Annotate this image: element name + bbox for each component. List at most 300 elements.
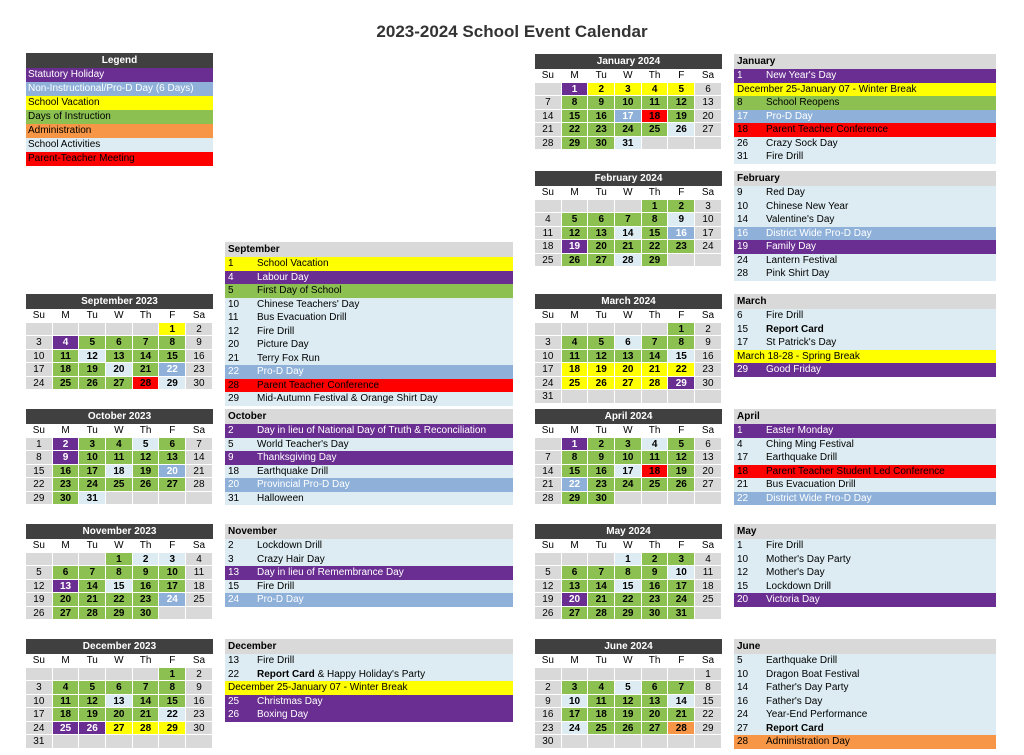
calendar-day <box>588 323 615 337</box>
calendar-day <box>186 735 213 749</box>
event-row <box>734 309 996 323</box>
weekday-header: Sa <box>695 539 722 553</box>
calendar-day: 29 <box>106 607 133 621</box>
calendar-day: 3 <box>159 553 186 567</box>
weekday-header: Tu <box>588 186 615 200</box>
calendar-day: 15 <box>106 580 133 594</box>
calendar-day: 12 <box>79 350 106 364</box>
calendar-day: 10 <box>79 451 106 465</box>
events-mar <box>734 294 996 377</box>
calendar-day: 9 <box>695 336 722 350</box>
weekday-header: Sa <box>695 424 722 438</box>
calendar-day: 25 <box>186 593 213 607</box>
calendar-day: 10 <box>26 350 53 364</box>
calendar-day: 30 <box>588 137 615 151</box>
calendar-day: 30 <box>53 492 80 506</box>
events-may <box>734 524 996 607</box>
event-day: 24 <box>228 594 240 605</box>
event-text: Mother's Day Party <box>766 553 851 565</box>
event-text: Lockdown Drill <box>766 580 832 592</box>
weekday-header: Th <box>133 654 160 668</box>
calendar-day: 16 <box>186 350 213 364</box>
calendar-day: 9 <box>186 681 213 695</box>
event-text: Lockdown Drill <box>257 540 323 551</box>
event-day: 15 <box>228 580 240 592</box>
event-row <box>225 379 513 393</box>
event-text: Earthquake Drill <box>766 452 838 463</box>
weekday-header: W <box>106 539 133 553</box>
event-day: 24 <box>737 254 749 266</box>
calendar-day: 17 <box>535 363 562 377</box>
calendar-day <box>668 735 695 749</box>
calendar-day: 21 <box>133 708 160 722</box>
weekday-header: Tu <box>79 424 106 438</box>
event-day: 20 <box>228 479 240 490</box>
event-day: 21 <box>228 352 240 364</box>
calendar-day: 22 <box>106 593 133 607</box>
weekday-header: M <box>53 539 80 553</box>
event-row <box>225 566 513 580</box>
weekday-header: Su <box>535 186 562 200</box>
calendar-day: 6 <box>106 681 133 695</box>
calendar-day: 12 <box>588 350 615 364</box>
calendar-month-title: January 2024 <box>535 54 722 69</box>
event-row <box>225 271 513 285</box>
event-row <box>734 254 996 268</box>
calendar-nov <box>26 524 213 620</box>
calendar-day: 7 <box>133 336 160 350</box>
weekday-header: Th <box>133 309 160 323</box>
calendar-day: 19 <box>79 363 106 377</box>
calendar-day: 1 <box>26 438 53 452</box>
event-text: Bus Evacuation Drill <box>257 312 347 323</box>
events-jan <box>734 54 996 164</box>
calendar-day: 5 <box>79 336 106 350</box>
calendar-day <box>642 137 669 151</box>
calendar-day <box>535 323 562 337</box>
event-day: 28 <box>737 736 749 747</box>
calendar-day: 17 <box>26 708 53 722</box>
calendar-day: 29 <box>26 492 53 506</box>
calendar-day: 3 <box>615 438 642 452</box>
weekday-header: Sa <box>695 654 722 668</box>
event-row <box>734 323 996 337</box>
calendar-day: 14 <box>133 350 160 364</box>
weekday-header: W <box>615 309 642 323</box>
event-row <box>225 352 513 366</box>
calendar-dec <box>26 639 213 749</box>
weekday-header: Su <box>535 424 562 438</box>
calendar-day: 23 <box>588 478 615 492</box>
event-row <box>734 451 996 465</box>
legend-item: Days of Instruction <box>26 110 213 124</box>
weekday-header: Th <box>642 654 669 668</box>
event-text: Fire Drill <box>257 655 295 666</box>
event-row <box>734 465 996 479</box>
event-row <box>734 654 996 668</box>
weekday-header: Su <box>535 69 562 83</box>
calendar-day: 18 <box>53 708 80 722</box>
calendar-day: 9 <box>642 566 669 580</box>
calendar-day <box>186 492 213 506</box>
event-row <box>734 200 996 214</box>
calendar-day: 16 <box>53 465 80 479</box>
calendar-day <box>535 668 562 682</box>
calendar-day: 13 <box>106 350 133 364</box>
weekday-header: Th <box>133 424 160 438</box>
event-row <box>225 681 513 695</box>
event-text: Provincial Pro-D Day <box>257 479 350 490</box>
weekday-header: Sa <box>186 654 213 668</box>
calendar-day: 18 <box>535 240 562 254</box>
calendar-day: 19 <box>535 593 562 607</box>
calendar-day: 13 <box>642 695 669 709</box>
calendar-day: 5 <box>79 681 106 695</box>
calendar-day: 25 <box>695 593 722 607</box>
calendar-day: 25 <box>642 478 669 492</box>
calendar-day: 6 <box>562 566 589 580</box>
event-day: 31 <box>228 492 240 504</box>
event-day: 25 <box>228 695 240 707</box>
calendar-day: 1 <box>159 668 186 682</box>
event-row <box>734 735 996 749</box>
calendar-day: 10 <box>26 695 53 709</box>
calendar-day: 16 <box>588 465 615 479</box>
calendar-day: 11 <box>642 96 669 110</box>
calendar-day: 11 <box>588 695 615 709</box>
calendar-day: 15 <box>562 110 589 124</box>
calendar-day: 11 <box>535 227 562 241</box>
calendar-day: 12 <box>79 695 106 709</box>
calendar-day: 22 <box>159 363 186 377</box>
calendar-day: 9 <box>588 451 615 465</box>
events-month-title: October <box>225 409 513 424</box>
calendar-day: 4 <box>535 213 562 227</box>
weekday-header: F <box>159 539 186 553</box>
calendar-day: 23 <box>535 722 562 736</box>
calendar-day: 18 <box>53 363 80 377</box>
calendar-day: 12 <box>668 451 695 465</box>
event-text: Chinese New Year <box>766 200 849 212</box>
event-text: Fire Drill <box>257 580 295 592</box>
event-text: Picture Day <box>257 339 309 350</box>
calendar-day: 20 <box>562 593 589 607</box>
calendar-month-title: December 2023 <box>26 639 213 654</box>
event-day: 22 <box>737 492 749 504</box>
calendar-day: 8 <box>106 566 133 580</box>
event-text: Pro-D Day <box>766 110 813 122</box>
calendar-day: 24 <box>668 593 695 607</box>
calendar-day: 12 <box>668 96 695 110</box>
calendar-day: 8 <box>159 336 186 350</box>
event-day: 26 <box>737 137 749 149</box>
event-day: 13 <box>228 655 240 666</box>
calendar-day: 20 <box>615 363 642 377</box>
calendar-day: 7 <box>79 566 106 580</box>
calendar-day: 14 <box>668 695 695 709</box>
calendar-day: 24 <box>615 123 642 137</box>
calendar-day: 14 <box>615 227 642 241</box>
calendar-month-title: May 2024 <box>535 524 722 539</box>
event-day: 24 <box>737 709 749 720</box>
calendar-day <box>53 553 80 567</box>
calendar-day <box>159 492 186 506</box>
weekday-header: F <box>159 424 186 438</box>
weekday-header: W <box>615 424 642 438</box>
event-text: Mid-Autumn Festival & Orange Shirt Day <box>257 393 438 404</box>
event-day: 8 <box>737 97 743 108</box>
event-row <box>734 240 996 254</box>
event-day: 18 <box>737 124 749 135</box>
calendar-day <box>695 137 722 151</box>
calendar-day <box>668 668 695 682</box>
calendar-day: 3 <box>695 200 722 214</box>
events-month-title: April <box>734 409 996 424</box>
calendar-day <box>695 254 722 268</box>
calendar-day: 31 <box>668 607 695 621</box>
calendar-day: 6 <box>695 83 722 97</box>
event-row <box>225 465 513 479</box>
calendar-day: 2 <box>668 200 695 214</box>
weekday-header: Su <box>26 654 53 668</box>
calendar-feb <box>535 171 722 267</box>
calendar-day: 17 <box>562 708 589 722</box>
calendar-day <box>186 607 213 621</box>
calendar-month-title: October 2023 <box>26 409 213 424</box>
event-text: First Day of School <box>257 285 342 296</box>
calendar-day: 10 <box>668 566 695 580</box>
calendar-day: 2 <box>642 553 669 567</box>
calendar-day: 9 <box>53 451 80 465</box>
calendar-day: 16 <box>668 227 695 241</box>
events-apr <box>734 409 996 505</box>
event-row <box>734 267 996 281</box>
event-row <box>225 298 513 312</box>
calendar-day <box>26 323 53 337</box>
calendar-day <box>562 553 589 567</box>
calendar-day: 26 <box>668 123 695 137</box>
calendar-day: 20 <box>53 593 80 607</box>
event-row <box>734 539 996 553</box>
weekday-header: Sa <box>186 309 213 323</box>
calendar-day <box>695 607 722 621</box>
calendar-day: 17 <box>79 465 106 479</box>
calendar-day <box>562 735 589 749</box>
weekday-header: Th <box>642 186 669 200</box>
calendar-day: 11 <box>562 350 589 364</box>
calendar-day: 29 <box>562 492 589 506</box>
calendar-day: 21 <box>535 478 562 492</box>
calendar-day: 29 <box>615 607 642 621</box>
events-sep <box>225 242 513 406</box>
event-row <box>225 325 513 339</box>
event-day: 12 <box>228 325 240 337</box>
event-row <box>734 96 996 110</box>
calendar-day: 21 <box>642 363 669 377</box>
event-text: Valentine's Day <box>766 214 835 225</box>
event-day: 22 <box>228 366 240 377</box>
calendar-day: 7 <box>642 336 669 350</box>
event-day: 19 <box>737 241 749 252</box>
calendar-day: 4 <box>642 438 669 452</box>
calendar-day: 5 <box>535 566 562 580</box>
event-row <box>734 478 996 492</box>
event-text: Fire Drill <box>766 151 804 162</box>
legend-item: Statutory Holiday <box>26 68 213 82</box>
legend-item: School Vacation <box>26 96 213 110</box>
weekday-header: Tu <box>79 309 106 323</box>
calendar-day: 27 <box>642 722 669 736</box>
calendar-day: 11 <box>642 451 669 465</box>
weekday-header: Tu <box>588 654 615 668</box>
weekday-header: M <box>562 69 589 83</box>
calendar-day: 20 <box>159 465 186 479</box>
calendar-day: 8 <box>562 96 589 110</box>
calendar-day: 21 <box>79 593 106 607</box>
event-row <box>225 311 513 325</box>
event-text: Pink Shirt Day <box>766 268 830 279</box>
event-day: 17 <box>737 337 749 348</box>
events-month-title: September <box>225 242 513 257</box>
calendar-day: 26 <box>79 722 106 736</box>
calendar-day: 28 <box>642 377 669 391</box>
calendar-day: 11 <box>53 695 80 709</box>
weekday-header: F <box>159 654 186 668</box>
calendar-day: 15 <box>562 465 589 479</box>
event-text: Report Card <box>766 722 824 734</box>
event-text: District Wide Pro-D Day <box>766 492 872 504</box>
calendar-day <box>133 323 160 337</box>
event-day: 21 <box>737 479 749 490</box>
event-row <box>225 365 513 379</box>
calendar-day: 24 <box>159 593 186 607</box>
event-row <box>734 123 996 137</box>
weekday-header: M <box>53 424 80 438</box>
calendar-day: 23 <box>53 478 80 492</box>
weekday-header: Tu <box>588 69 615 83</box>
calendar-day: 21 <box>186 465 213 479</box>
calendar-day <box>79 735 106 749</box>
calendar-month-title: June 2024 <box>535 639 722 654</box>
calendar-day: 11 <box>186 566 213 580</box>
calendar-day <box>615 492 642 506</box>
event-row <box>734 137 996 151</box>
calendar-day <box>668 254 695 268</box>
weekday-header: Th <box>133 539 160 553</box>
event-row <box>225 257 513 271</box>
calendar-day: 13 <box>588 227 615 241</box>
calendar-day: 18 <box>588 708 615 722</box>
calendar-month-title: April 2024 <box>535 409 722 424</box>
calendar-day: 14 <box>588 580 615 594</box>
weekday-header: Tu <box>588 424 615 438</box>
event-day: 13 <box>228 567 240 578</box>
calendar-day: 3 <box>668 553 695 567</box>
calendar-day: 24 <box>562 722 589 736</box>
calendar-day: 25 <box>535 254 562 268</box>
calendar-day: 27 <box>106 377 133 391</box>
calendar-day: 15 <box>615 580 642 594</box>
calendar-day: 18 <box>106 465 133 479</box>
weekday-header: Tu <box>588 539 615 553</box>
calendar-day: 4 <box>53 681 80 695</box>
event-day: 17 <box>737 452 749 463</box>
calendar-day: 10 <box>562 695 589 709</box>
calendar-day: 15 <box>668 350 695 364</box>
calendar-day: 12 <box>615 695 642 709</box>
calendar-day: 16 <box>186 695 213 709</box>
event-text: Parent Teacher Conference <box>257 379 380 391</box>
calendar-day: 15 <box>159 350 186 364</box>
event-row <box>734 186 996 200</box>
calendar-day: 31 <box>535 390 562 404</box>
event-day: 16 <box>737 227 749 239</box>
event-text: Report Card <box>766 323 824 335</box>
weekday-header: Sa <box>186 539 213 553</box>
calendar-day: 5 <box>668 438 695 452</box>
calendar-may <box>535 524 722 620</box>
event-row <box>734 350 996 364</box>
weekday-header: Th <box>642 309 669 323</box>
calendar-day: 19 <box>79 708 106 722</box>
calendar-day: 6 <box>695 438 722 452</box>
weekday-header: W <box>615 186 642 200</box>
event-text: December 25-January 07 - Winter Break <box>737 83 917 95</box>
calendar-day: 12 <box>562 227 589 241</box>
event-day: 18 <box>737 465 749 477</box>
calendar-day: 13 <box>159 451 186 465</box>
event-text: Day in lieu of Remembrance Day <box>257 567 404 578</box>
calendar-day: 24 <box>79 478 106 492</box>
calendar-day: 25 <box>106 478 133 492</box>
event-day: 15 <box>737 323 749 335</box>
weekday-header: Sa <box>695 186 722 200</box>
event-day: 6 <box>737 310 743 321</box>
event-row <box>225 492 513 506</box>
weekday-header: M <box>562 186 589 200</box>
calendar-day: 26 <box>535 607 562 621</box>
calendar-day: 22 <box>562 123 589 137</box>
calendar-day: 4 <box>562 336 589 350</box>
calendar-day: 7 <box>535 96 562 110</box>
calendar-day: 11 <box>106 451 133 465</box>
event-day: 9 <box>737 187 743 198</box>
events-dec <box>225 639 513 722</box>
calendar-day: 16 <box>535 708 562 722</box>
event-text: Crazy Hair Day <box>257 553 325 565</box>
events-month-title: November <box>225 524 513 539</box>
calendar-day: 27 <box>106 722 133 736</box>
calendar-day: 8 <box>562 451 589 465</box>
calendar-day <box>588 390 615 404</box>
event-row <box>734 553 996 567</box>
weekday-header: M <box>562 424 589 438</box>
calendar-day: 6 <box>642 681 669 695</box>
calendar-month-title: February 2024 <box>535 171 722 186</box>
weekday-header: Tu <box>588 309 615 323</box>
calendar-day: 20 <box>106 363 133 377</box>
calendar-day: 23 <box>186 363 213 377</box>
event-day: 29 <box>228 393 240 404</box>
event-row <box>734 363 996 377</box>
event-row <box>225 338 513 352</box>
calendar-day: 3 <box>26 681 53 695</box>
event-row <box>225 392 513 406</box>
calendar-day: 22 <box>695 708 722 722</box>
calendar-day: 8 <box>615 566 642 580</box>
calendar-day: 27 <box>695 123 722 137</box>
event-text: Pro-D Day <box>257 594 304 605</box>
